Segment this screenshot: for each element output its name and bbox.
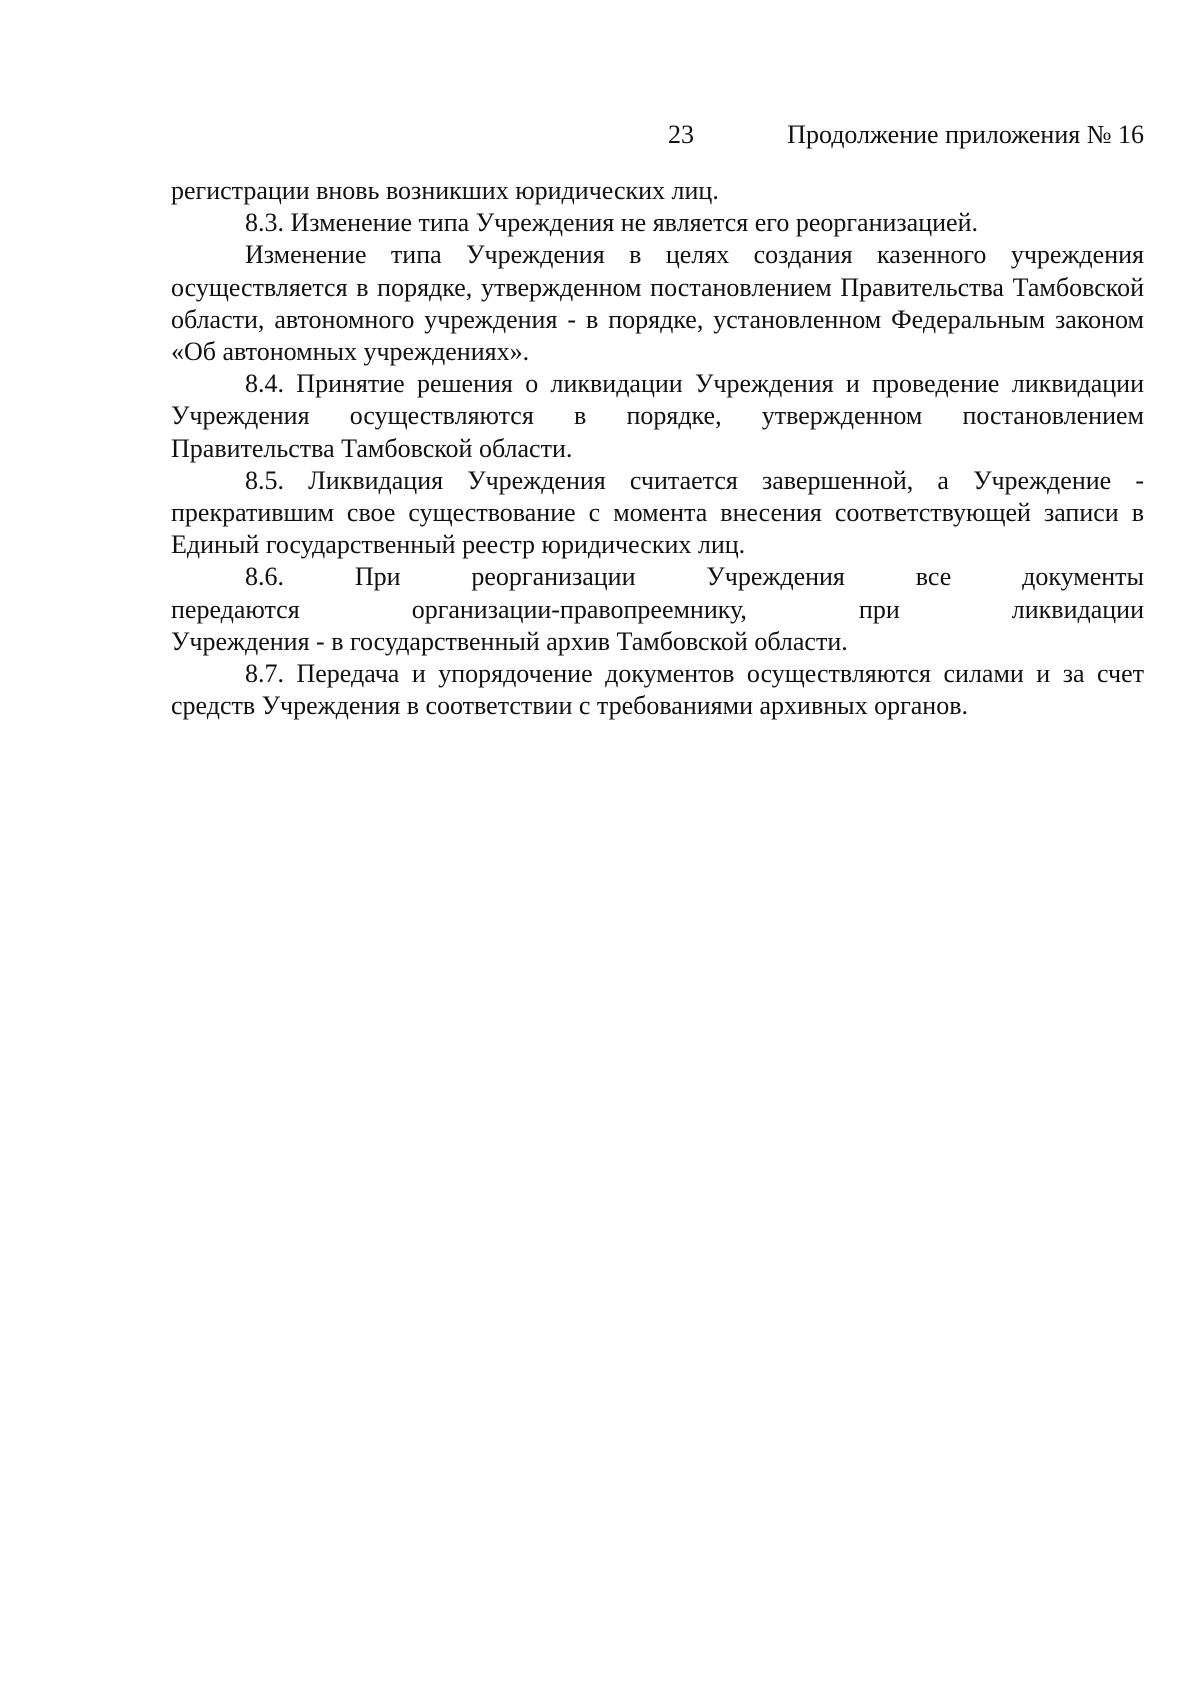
appendix-caption: Продолжение приложения № 16 <box>787 120 1144 149</box>
paragraph-continuation: регистрации вновь возникших юридических лиц. <box>171 176 719 205</box>
paragraph-8-5: 8.5. Ликвидация Учреждения считается завершенной, а Учреждение - прекратившим свое существование с момента внесения соответствующей записи в Единый государственный реестр юридических лиц. <box>171 465 1144 560</box>
page-header <box>600 118 1144 152</box>
paragraph-8-4: 8.4. Принятие решения о ликвидации Учреждения и проведение ликвидации Учреждения осуществляются в порядке, утвержденном постановлением Правительства Тамбовской области. <box>171 369 1144 463</box>
paragraph-8-6-line-3: Учреждения - в государственный архив Тамбовской области. <box>171 626 848 656</box>
page-number: 23 <box>668 120 694 149</box>
paragraph-8-7: 8.7. Передача и упорядочение документов осуществляются силами и за счет средств Учреждения в соответствии с требованиями архивных органов. <box>171 659 1144 721</box>
paragraph-8-6-line-1: 8.6. При реорганизации Учреждения все документы <box>245 562 1144 592</box>
paragraph-8-3-continued: Изменение типа Учреждения в целях создания казенного учреждения осуществляется в порядке, утвержденном постановлением Правительства Тамбовской области, автономного учреждения - в порядке, установленном Федеральным законом «Об автономных учреждениях». <box>171 240 1144 367</box>
paragraph-8-3: 8.3. Изменение типа Учреждения не является его реорганизацией. <box>245 208 978 238</box>
document-body <box>171 175 1144 722</box>
paragraph-8-6-line-2: передаются организации-правопреемнику, при ликвидации <box>171 594 1144 624</box>
